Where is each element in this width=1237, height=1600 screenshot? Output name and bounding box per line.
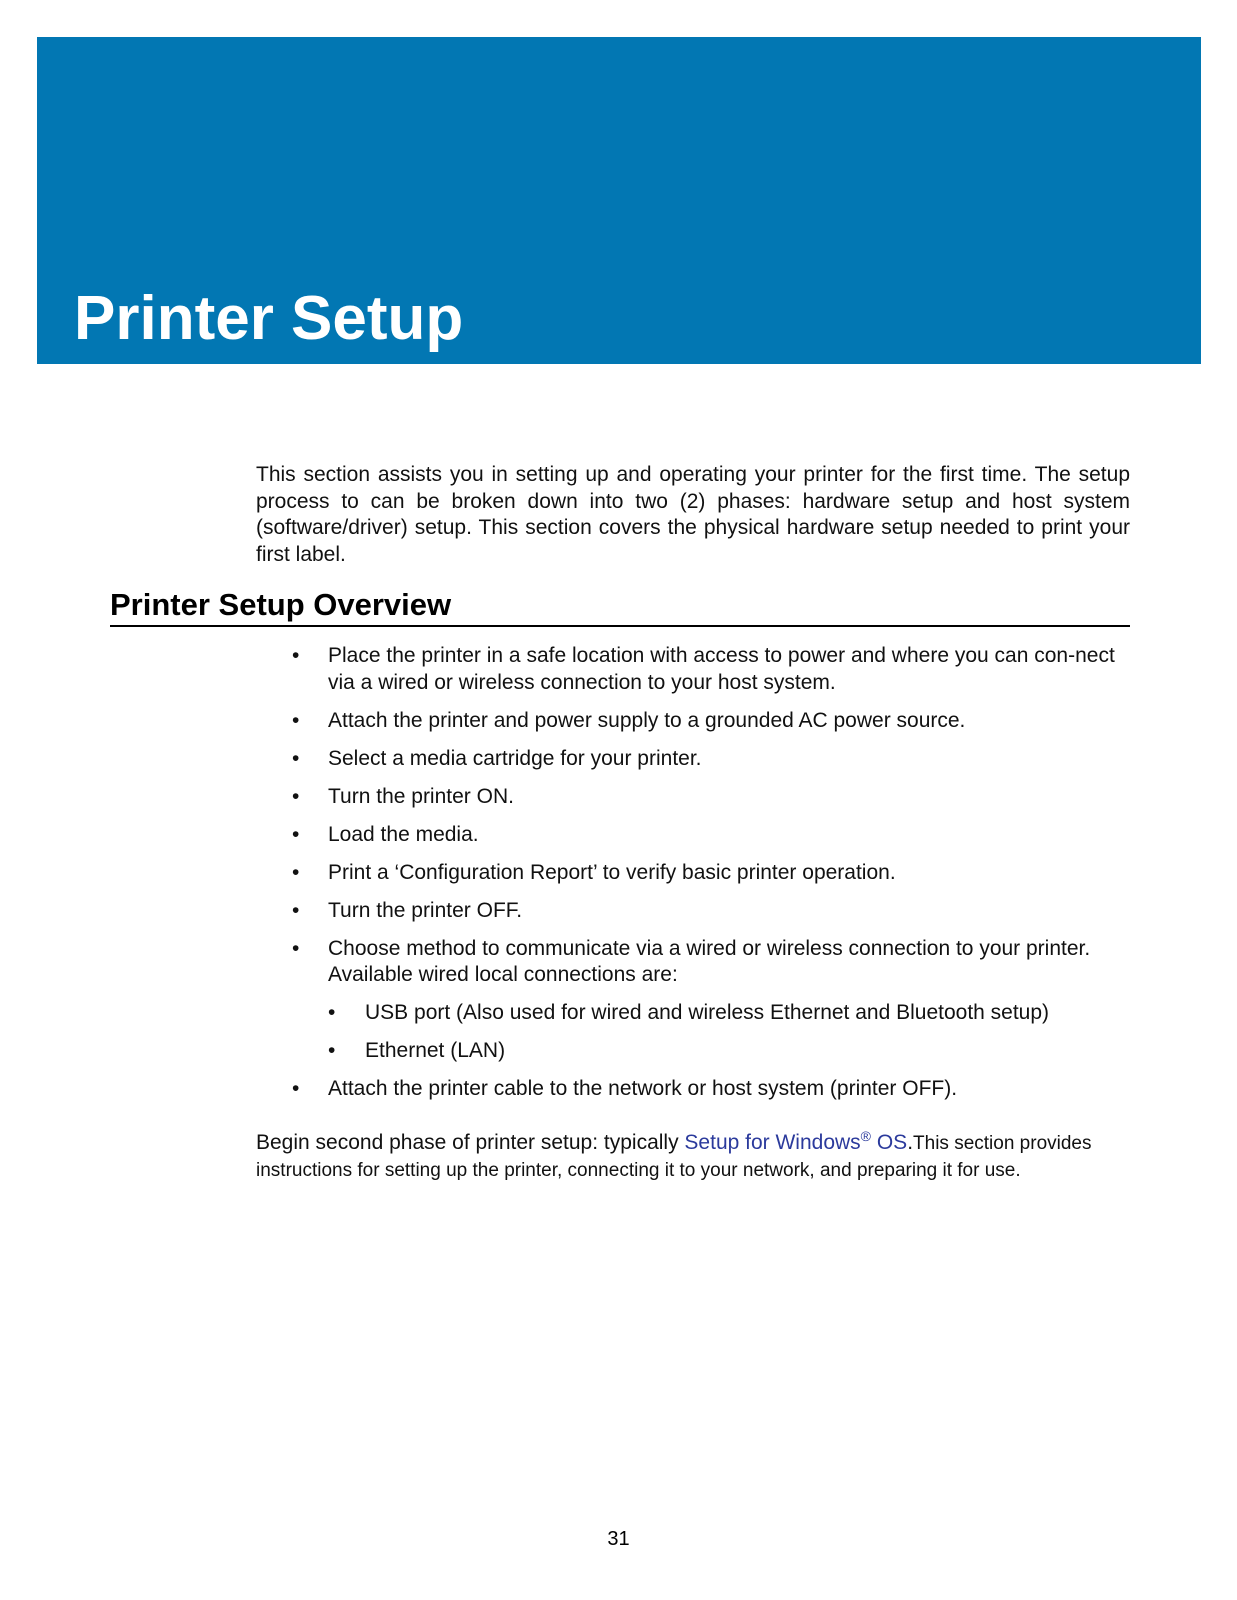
intro-paragraph: This section assists you in setting up and operating your printer for the first time. The setup process to can be broken down into two (2) phases: hardware setup and host system (software/driver) setup. This section covers the physical hardware setup needed to print your first label.: [256, 463, 1130, 566]
list-item: [292, 860, 1132, 887]
bullet-icon: •: [328, 1039, 336, 1062]
bullet-icon: •: [292, 746, 300, 770]
step-text: Place the printer in a safe location with access to power and where you can con-nect via a wired or wireless connection to your host system.: [328, 644, 1115, 694]
bullet-icon: •: [292, 784, 300, 808]
bullet-icon: •: [292, 822, 300, 846]
sub-step-text: USB port (Also used for wired and wireless Ethernet and Bluetooth setup): [365, 1001, 1050, 1024]
bullet-icon: •: [292, 1077, 300, 1100]
setup-steps-list: [292, 643, 1132, 1114]
bullet-icon: •: [292, 936, 300, 960]
list-item: [292, 898, 1132, 925]
link-text: Setup for Windows: [684, 1131, 861, 1154]
list-item: [292, 708, 1132, 735]
bullet-icon: •: [328, 1001, 336, 1024]
closing-rest: This section provides instructions for setting up the printer, connecting it to your network, and preparing it for use.: [256, 1133, 1092, 1181]
step-text: Choose method to communicate via a wired or wireless connection to your printer. Available wired local connections are:: [328, 936, 1091, 986]
chapter-title: Printer Setup: [74, 284, 464, 353]
step-text: Turn the printer OFF.: [328, 898, 523, 922]
sub-step-text: Ethernet (LAN): [365, 1039, 506, 1062]
registered-mark: ®: [860, 1128, 871, 1144]
bullet-icon: •: [292, 860, 300, 884]
page-number: 31: [607, 1528, 630, 1550]
chapter-banner: [37, 37, 1201, 364]
list-item: [292, 784, 1132, 811]
list-item: [328, 1000, 1132, 1027]
list-item: [292, 1076, 1132, 1103]
bullet-icon: •: [292, 644, 300, 667]
closing-period: .: [907, 1131, 914, 1154]
step-text: Attach the printer and power supply to a grounded AC power source.: [328, 708, 966, 732]
closing-lead: Begin second phase of printer setup: typically: [256, 1131, 685, 1154]
section-heading: Printer Setup Overview: [110, 587, 1130, 627]
list-item: [292, 643, 1132, 696]
step-text: Print a ‘Configuration Report’ to verify basic printer operation.: [328, 860, 896, 884]
step-text: Turn the printer ON.: [328, 784, 514, 808]
connection-options-list: [328, 1000, 1132, 1065]
setup-windows-link[interactable]: [684, 1128, 908, 1154]
step-text: Attach the printer cable to the network or host system (printer OFF).: [328, 1077, 958, 1100]
step-text: Load the media.: [328, 822, 479, 846]
step-text: Select a media cartridge for your printer.: [328, 746, 702, 770]
list-item: [292, 746, 1132, 773]
bullet-icon: •: [292, 898, 300, 922]
list-item: [292, 822, 1132, 849]
closing-paragraph: [256, 1130, 1136, 1185]
bullet-icon: •: [292, 708, 300, 732]
list-item: [328, 1038, 1132, 1065]
list-item: [292, 936, 1132, 1065]
link-suffix: OS: [871, 1131, 908, 1154]
